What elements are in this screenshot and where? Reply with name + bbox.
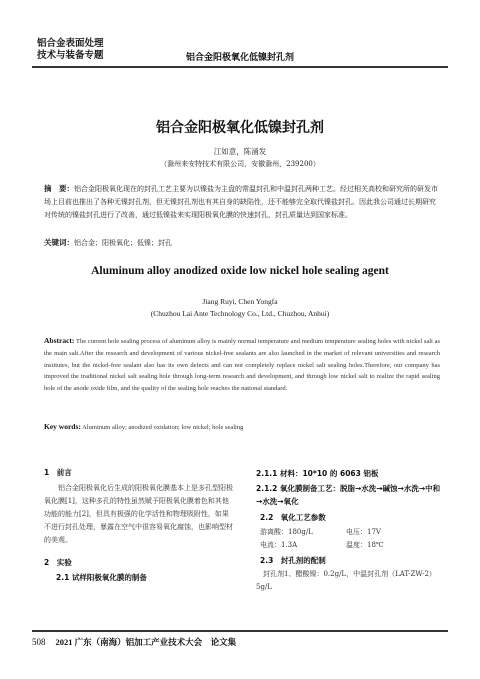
keywords-en-label: Key words: [44,422,81,431]
section-2-1-1: 2.1.1 材料：10*10 的 6063 铝板 [256,469,379,478]
section-2-3-heading: 2.3 封孔剂的配制 [260,556,326,565]
header-topic-line2: 技术与装备专题 [37,50,104,61]
section-1-heading: 1 前言 [44,468,72,477]
body-column-left [44,467,234,583]
abstract-en-label: Abstract: [44,336,75,345]
keywords-cn-text: 铝合金；阳极氧化；低镍；封孔 [74,239,172,247]
param-temperature: 温度：18℃ [346,541,384,549]
keywords-cn-label: 关键词： [44,238,74,247]
header-topic-line1: 铝合金表面处理 [37,38,104,49]
footer-divider [32,630,448,632]
page-footer [32,636,236,648]
keywords-en-text: Aluminum alloy; anodized oxidation; low nickel; hole sealing [82,424,244,431]
abstract-cn-text: 铝合金阳极氧化现在的封孔工艺主要为以镍盐为主盘的常温封孔和中温封孔两种工艺。经过相关高校和研究所的研发市场上目前也推出了各种无镍封孔剂，但无镍封孔剂也有其自身的缺陷性，还不能够完全取代镍盐封孔。因此我公司通过长期研究对传统的镍盐封孔进行了改善，通过低镍盐来实现阳极氧化膜的快速封孔，封孔质量达到国家标准。 [44,185,438,219]
section-2-3-text: 封孔剂1、醋酸镍：0.2g/L，中温封孔剂（LAT-ZW-2）5g/L [256,570,436,591]
authors-en: Jiang Ruyi, Chen Yongfa [202,297,278,306]
page-number: 508 [32,637,46,647]
section-2-1-heading: 2.1 试样阳极氧化膜的制备 [56,573,147,582]
param-voltage: 电压：17V [346,528,381,536]
affiliation-en: (Chuzhou Lai Ante Technology Co., Ltd., Chuzhou, Anhui) [150,309,330,318]
affiliation-cn: （滁州来安特技术有限公司，安徽滁州，239200） [160,160,320,168]
param-current: 电流：1.3A [260,541,298,549]
body-column-right [256,467,446,594]
section-2-heading: 2 实验 [44,558,72,567]
header-divider [32,66,448,68]
section-2-1-2: 2.1.2 氧化膜制备工艺：脱脂→水洗→碱蚀→水洗→中和→水洗→氧化 [256,484,441,506]
footer-conference: 2021 广东（南海）铝加工产业技术大会 论文集 [55,637,237,647]
paper-title-cn: 铝合金阳极氧化低镍封孔剂 [156,120,324,136]
running-header-title: 铝合金阳极氧化低镍封孔剂 [186,53,295,63]
param-row-1 [256,526,446,539]
keywords-en [44,422,440,431]
param-free-acid: 游离酸：180g/L [260,528,313,536]
abstract-en-text: The current hole sealing process of aluminum alloy is mainly normal temperature and medium temperature sealing holes with nickel salt as the main salt.After the research and development of various nickel-free sealants are also launched in the market of relevant universities and research institutes, but the nickel-free sealant also has its own defects and can not completely replace nickel salt sealing holes.Therefore, our company has improved the traditional nickel salt sealing hole through long-term research and development, and through low nickel salt to realize the rapid sealing hole of the anode oxide film, and the quality of the sealing hole reaches the national standard. [44,338,440,393]
paper-title-en: Aluminum alloy anodized oxide low nickel hole sealing agent [91,265,389,277]
running-header-topic [37,38,104,62]
abstract-cn-label: 摘 要： [44,184,74,193]
section-2-2-heading: 2.2 氧化工艺参数 [260,513,326,522]
section-1-text: 铝合金阳极氧化后生成的阳极氧化膜基本上是多孔型阳极氧化膜[1]，这种多孔的特性虽然赋予阳极氧化膜着色和其他功能的能力[2]，但具有极强的化学活性和物理吸附性，如果不进行封孔处理，暴露在空气中很容易氧化腐蚀，也影响型材的美观。 [44,484,233,544]
abstract-cn [44,182,438,222]
abstract-en [44,335,440,395]
param-row-2 [256,539,446,552]
keywords-cn [44,236,438,250]
authors-cn: 江如意，陈涌发 [213,147,267,156]
